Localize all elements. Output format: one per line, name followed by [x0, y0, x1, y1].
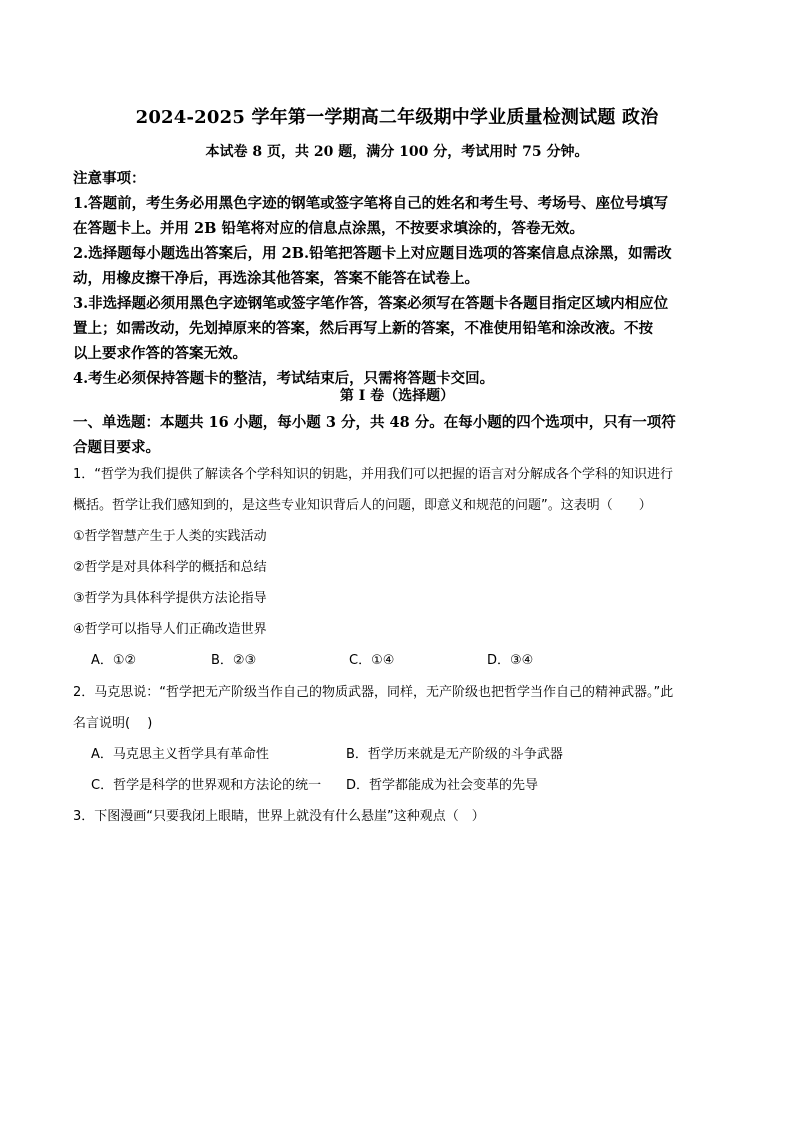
question-3 [73, 801, 725, 832]
section-title: 第 I 卷（选择题） [339, 388, 455, 404]
q1-option-d[interactable]: D．③④ [487, 653, 534, 668]
q2-options-row-2 [73, 770, 725, 801]
exam-subtitle: 本试卷 8 页，共 20 题，满分 100 分，考试用时 75 分钟。 [205, 144, 589, 160]
section-desc-line-1: 一、单选题：本题共 16 小题，每小题 3 分，共 48 分。在每小题的四个选项中，只有一项符 [73, 414, 676, 431]
q1-option-a[interactable]: A．①② [91, 653, 137, 668]
question-1 [73, 459, 725, 676]
note-item-3-line-2: 置上；如需改动，先划掉原来的答案，然后再写上新的答案，不准使用铅笔和涂改液。不按 [73, 320, 653, 337]
section-desc-line-2: 合题目要求。 [73, 439, 160, 456]
note-item-2-line-2: 动，用橡皮擦干净后，再选涂其他答案，答案不能答在试卷上。 [73, 270, 479, 287]
note-item-3-line-1: 3.非选择题必须用黑色字迹钢笔或签字笔作答，答案必须写在答题卡各题目指定区域内相应位 [73, 295, 669, 312]
notes-heading: 注意事项： [73, 170, 146, 187]
note-item-1-line-2: 在答题卡上。并用 2B 铅笔将对应的信息点涂黑，不按要求填涂的，答卷无效。 [73, 220, 584, 237]
q1-options [73, 645, 725, 676]
q1-option-c[interactable]: C．①④ [349, 653, 395, 668]
q1-statement-1: ①哲学智慧产生于人类的实践活动 [73, 529, 267, 544]
q1-statement-4: ④哲学可以指导人们正确改造世界 [73, 622, 267, 637]
q2-stem-line-2: 名言说明( ) [73, 716, 153, 731]
section-description [73, 410, 725, 460]
note-item-3-line-3: 以上要求作答的答案无效。 [73, 345, 247, 362]
q2-option-d[interactable]: D．哲学都能成为社会变革的先导 [346, 778, 539, 793]
q2-option-c[interactable]: C．哲学是科学的世界观和方法论的统一 [91, 778, 322, 793]
note-item-2-line-1: 2.选择题每小题选出答案后，用 2B.铅笔把答题卡上对应题目选项的答案信息点涂黑，如需改 [73, 245, 672, 262]
q2-options-row-1 [73, 739, 725, 770]
q3-stem: 3．下图漫画“只要我闭上眼睛，世界上就没有什么悬崖”这种观点（ ） [73, 809, 485, 824]
q1-stem-line-1: 1．“哲学为我们提供了解读各个学科知识的钥匙，并用我们可以把握的语言对分解成各个学科的知识进行 [73, 467, 674, 482]
q1-option-b[interactable]: B．②③ [211, 653, 257, 668]
question-2 [73, 677, 725, 801]
q1-stem-line-2: 概括。哲学让我们感知到的，是这些专业知识背后人的问题，即意义和规范的问题”。这表明（ ） [73, 498, 652, 513]
q2-option-a[interactable]: A．马克思主义哲学具有革命性 [91, 747, 269, 762]
q1-statement-2: ②哲学是对具体科学的概括和总结 [73, 560, 267, 575]
note-item-4: 4.考生必须保持答题卡的整洁，考试结束后，只需将答题卡交回。 [73, 370, 495, 387]
note-item-1-line-1: 1.答题前，考生务必用黑色字迹的钢笔或签字笔将自己的姓名和考生号、考场号、座位号填写 [73, 195, 669, 212]
notes-block [73, 166, 725, 391]
q1-statement-3: ③哲学为具体科学提供方法论指导 [73, 591, 267, 606]
exam-title: 2024-2025 学年第一学期高二年级期中学业质量检测试题 政治 [135, 107, 659, 128]
q2-stem-line-1: 2．马克思说：“哲学把无产阶级当作自己的物质武器，同样，无产阶级也把哲学当作自己的精神武器。”此 [73, 685, 674, 700]
q2-option-b[interactable]: B．哲学历来就是无产阶级的斗争武器 [346, 747, 563, 762]
